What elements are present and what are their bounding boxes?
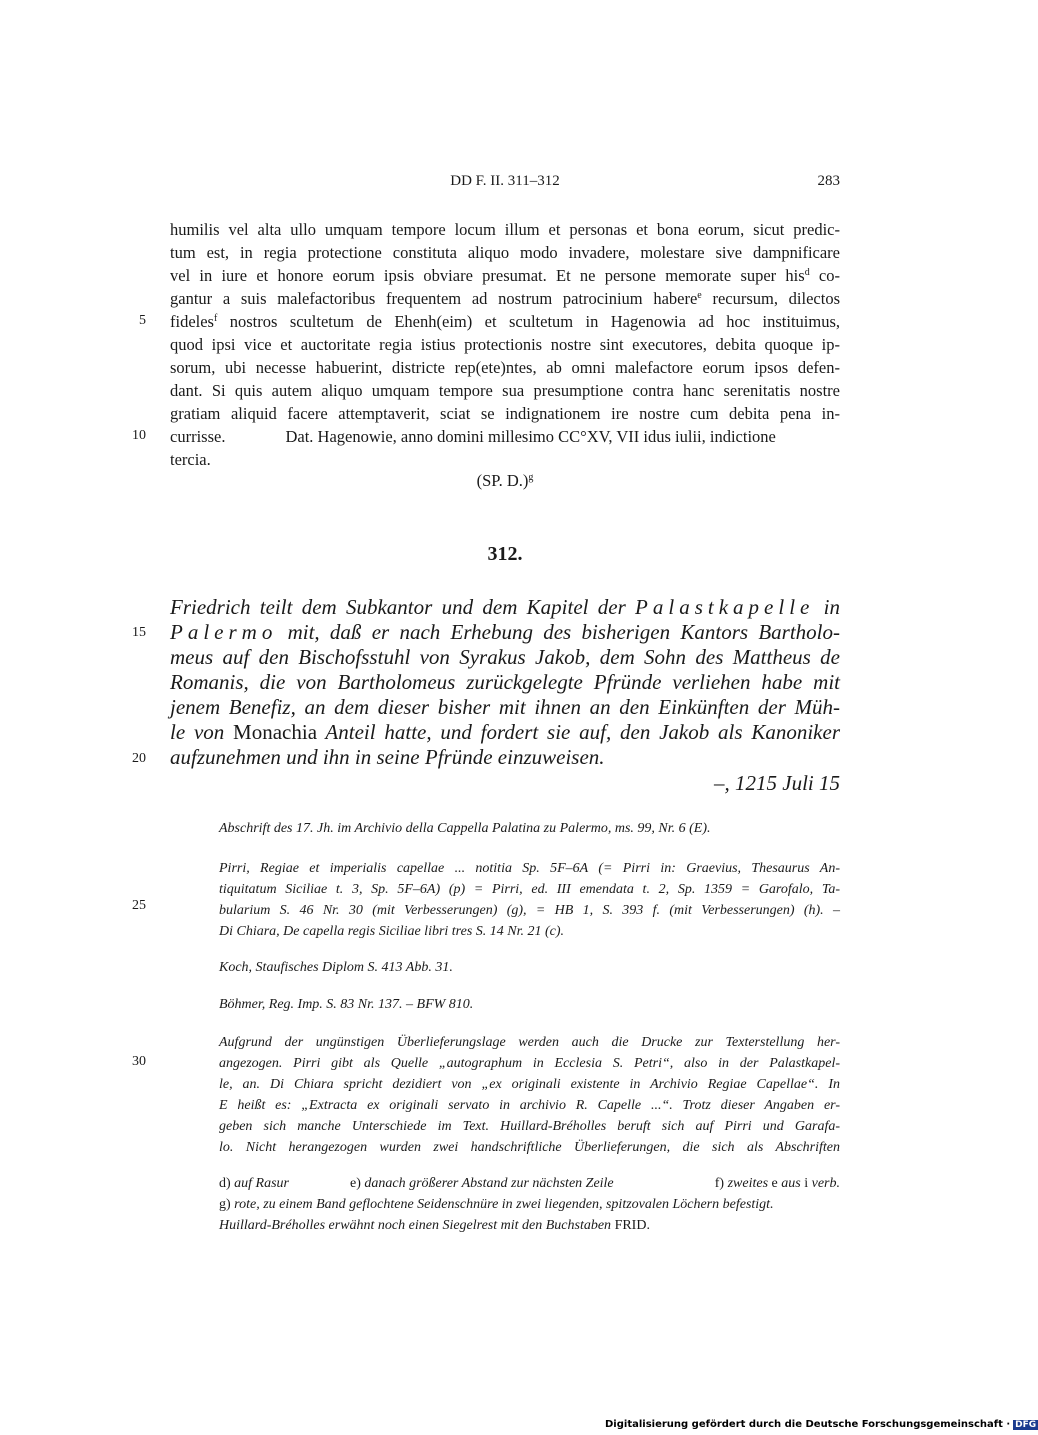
footnote-line bbox=[219, 1215, 840, 1236]
footnote-letter: i bbox=[804, 1176, 809, 1191]
footnote-label: e) bbox=[350, 1176, 361, 1191]
regest-line bbox=[170, 595, 840, 620]
place-name: Palastkapelle bbox=[635, 595, 815, 619]
apparatus-line: Di Chiara, De capella regis Siciliae libri tres S. 14 Nr. 21 (c). bbox=[219, 924, 565, 939]
text-line: gratiam aliquid facere attemptaverit, sciat se indignationem ire nostre cum debita pena in- bbox=[170, 404, 840, 423]
footnote-f bbox=[715, 1173, 840, 1194]
footnote-text: zweites bbox=[727, 1176, 769, 1191]
text-fragment: fideles bbox=[170, 312, 214, 331]
text-fragment: vel in iure et honore eorum ipsis obviare presumat. Et ne persone memorate super his bbox=[170, 266, 805, 285]
document-number: 312. bbox=[487, 543, 523, 565]
commentary-line: le, an. Di Chiara spricht dezidiert von „ex originali existente in Archivio Regiae Capellae“. In bbox=[219, 1077, 840, 1092]
footnote-label: g) bbox=[219, 1197, 231, 1212]
apparatus-line: Koch, Staufisches Diplom S. 413 Abb. 31. bbox=[219, 960, 453, 975]
text-line bbox=[170, 310, 840, 333]
regest-line bbox=[170, 620, 840, 645]
line-number-10: 10 bbox=[132, 428, 146, 443]
footnote-line bbox=[219, 1194, 840, 1215]
text-line: tum est, in regia protectione constituta aliquo modo invadere, molestare sive dampnificare bbox=[170, 243, 840, 262]
footnote-text: verb. bbox=[811, 1176, 840, 1191]
text-line: sorum, ubi necesse habuerint, districte rep(ete)ntes, ab omni malefactore eorum ipsos defen- bbox=[170, 358, 840, 377]
text-fragment: in bbox=[814, 595, 840, 619]
footnote-text: aus bbox=[781, 1176, 801, 1191]
apparatus-line: Böhmer, Reg. Imp. S. 83 Nr. 137. – BFW 810. bbox=[219, 997, 474, 1012]
footnote-letter: e bbox=[771, 1176, 778, 1191]
apparatus-line: bularium S. 46 Nr. 30 (mit Verbesserungen) (g), = HB 1, S. 393 f. (mit Verbesserungen) (h). – bbox=[219, 903, 840, 918]
text-fragment: le von bbox=[170, 720, 234, 744]
line-number-25: 25 bbox=[132, 898, 146, 913]
line-number-5: 5 bbox=[139, 313, 146, 328]
footnote-mark-d: d bbox=[804, 267, 810, 278]
regest-line: jenem Benefiz, an dem dieser bisher mit ihnen an den Einkünften der Müh- bbox=[170, 695, 840, 719]
seal-note bbox=[170, 471, 840, 491]
text-fragment: currisse. bbox=[170, 427, 226, 446]
text-line bbox=[170, 425, 840, 448]
commentary-line: E heißt es: „Extracta ex originali servato in archivio R. Capelle ...“. Trotz dieser Angaben er- bbox=[219, 1098, 840, 1113]
dating-clause: Dat. Hagenowie, anno domini millesimo CC°XV, VII idus iulii, indictione bbox=[285, 427, 776, 446]
footnote-text: Huillard-Bréholles erwähnt noch einen Siegelrest mit den Buchstaben bbox=[219, 1218, 612, 1233]
regest-line: meus auf den Bischofsstuhl von Syrakus Jakob, dem Sohn des Mattheus de bbox=[170, 645, 840, 669]
text-line bbox=[170, 287, 840, 310]
footnote-mark-g: g bbox=[528, 472, 534, 483]
footnote-text: rote, zu einem Band geflochtene Seidenschnüre in zwei liegenden, spitzovalen Löchern befestigt. bbox=[234, 1197, 774, 1212]
funding-footer bbox=[605, 1419, 1038, 1430]
commentary-line: Aufgrund der ungünstigen Überlieferungslage werden auch die Drucke zur Texterstellung her- bbox=[219, 1035, 840, 1050]
footnote-mark-f: f bbox=[213, 313, 218, 324]
text-line: humilis vel alta ullo umquam tempore locum illum et personas et bona eorum, sicut predic- bbox=[170, 220, 840, 239]
text-fragment: mit, daß er nach Erhebung des bisherigen Kantors Bartholo- bbox=[277, 620, 840, 644]
text-fragment: co- bbox=[809, 266, 840, 285]
text-line: tercia. bbox=[170, 450, 211, 469]
funding-text: Digitalisierung gefördert durch die Deutsche Forschungsgemeinschaft · bbox=[605, 1419, 1011, 1430]
footnote-label: f) bbox=[714, 1176, 725, 1191]
regest-line bbox=[170, 720, 840, 745]
footnote-label: d) bbox=[219, 1176, 231, 1191]
regest-line: aufzunehmen und ihn in seine Pfründe einzuweisen. bbox=[170, 745, 605, 769]
regest-line: Romanis, die von Bartholomeus zurückgelegte Pfründe verliehen habe mit bbox=[170, 670, 840, 694]
running-head-title: DD F. II. 311–312 bbox=[450, 173, 560, 189]
text-line: quod ipsi vice et auctoritate regia istius protectionis nostre sint executores, debita quoque ip- bbox=[170, 335, 840, 354]
line-number-30: 30 bbox=[132, 1054, 146, 1069]
footnote-mark-e: e bbox=[697, 290, 702, 301]
commentary-line: geben sich manche Unterschiede im Text. Huillard-Bréholles beruft sich auf Pirri und Garafa- bbox=[219, 1119, 840, 1134]
text-fragment: recursum, dilectos bbox=[701, 289, 840, 308]
place-name: Monachia bbox=[233, 720, 318, 744]
line-number-15: 15 bbox=[132, 625, 146, 640]
page-number: 283 bbox=[817, 173, 840, 189]
commentary-line: lo. Nicht herangezogen wurden zwei handschriftliche Überlieferungen, die sich als Abschriften bbox=[219, 1140, 840, 1155]
place-name: Palermo bbox=[170, 620, 278, 644]
text-fragment: gantur a suis malefactoribus frequentem ad nostrum patrocinium habere bbox=[170, 289, 698, 308]
seal-text: (SP. D.) bbox=[476, 471, 529, 490]
apparatus-line: Abschrift des 17. Jh. im Archivio della Cappella Palatina zu Palermo, ms. 99, Nr. 6 (E). bbox=[219, 821, 711, 836]
document-date: –, 1215 Juli 15 bbox=[714, 771, 840, 795]
apparatus-line: tiquitatum Siciliae t. 3, Sp. 5F–6A) (p) = Pirri, ed. III emendata t. 2, Sp. 1359 = Garofalo, Ta- bbox=[219, 882, 840, 897]
running-head bbox=[170, 173, 840, 195]
line-number-20: 20 bbox=[132, 751, 146, 766]
apparatus-line: Pirri, Regiae et imperialis capellae ... notitia Sp. 5F–6A (= Pirri in: Graevius, Thesaurus An- bbox=[219, 861, 840, 876]
text-line bbox=[170, 264, 840, 287]
text-fragment: nostros scultetum de Ehenh(eim) et scultetum in Hagenowia ad hoc instituimus, bbox=[217, 312, 840, 331]
text-fragment: Anteil hatte, und fordert sie auf, den Jakob als Kanoniker bbox=[317, 720, 840, 744]
footnote-text: danach größerer Abstand zur nächsten Zeile bbox=[364, 1176, 614, 1191]
commentary-line: angezogen. Pirri gibt als Quelle „autographum in Ecclesia S. Petri“, also in der Palastkapel- bbox=[219, 1056, 840, 1071]
dfg-logo: DFG bbox=[1015, 1420, 1037, 1430]
text-fragment: Friedrich teilt dem Subkantor und dem Kapitel der bbox=[170, 595, 636, 619]
seal-letters: FRID. bbox=[614, 1218, 650, 1233]
footnote-line bbox=[219, 1173, 840, 1194]
text-line: dant. Si quis autem aliquo umquam tempore sua presumptione contra hanc serenitatis nostre bbox=[170, 381, 840, 400]
footnote-d bbox=[219, 1176, 289, 1191]
footnote-text: auf Rasur bbox=[234, 1176, 290, 1191]
footnote-e bbox=[350, 1173, 614, 1194]
